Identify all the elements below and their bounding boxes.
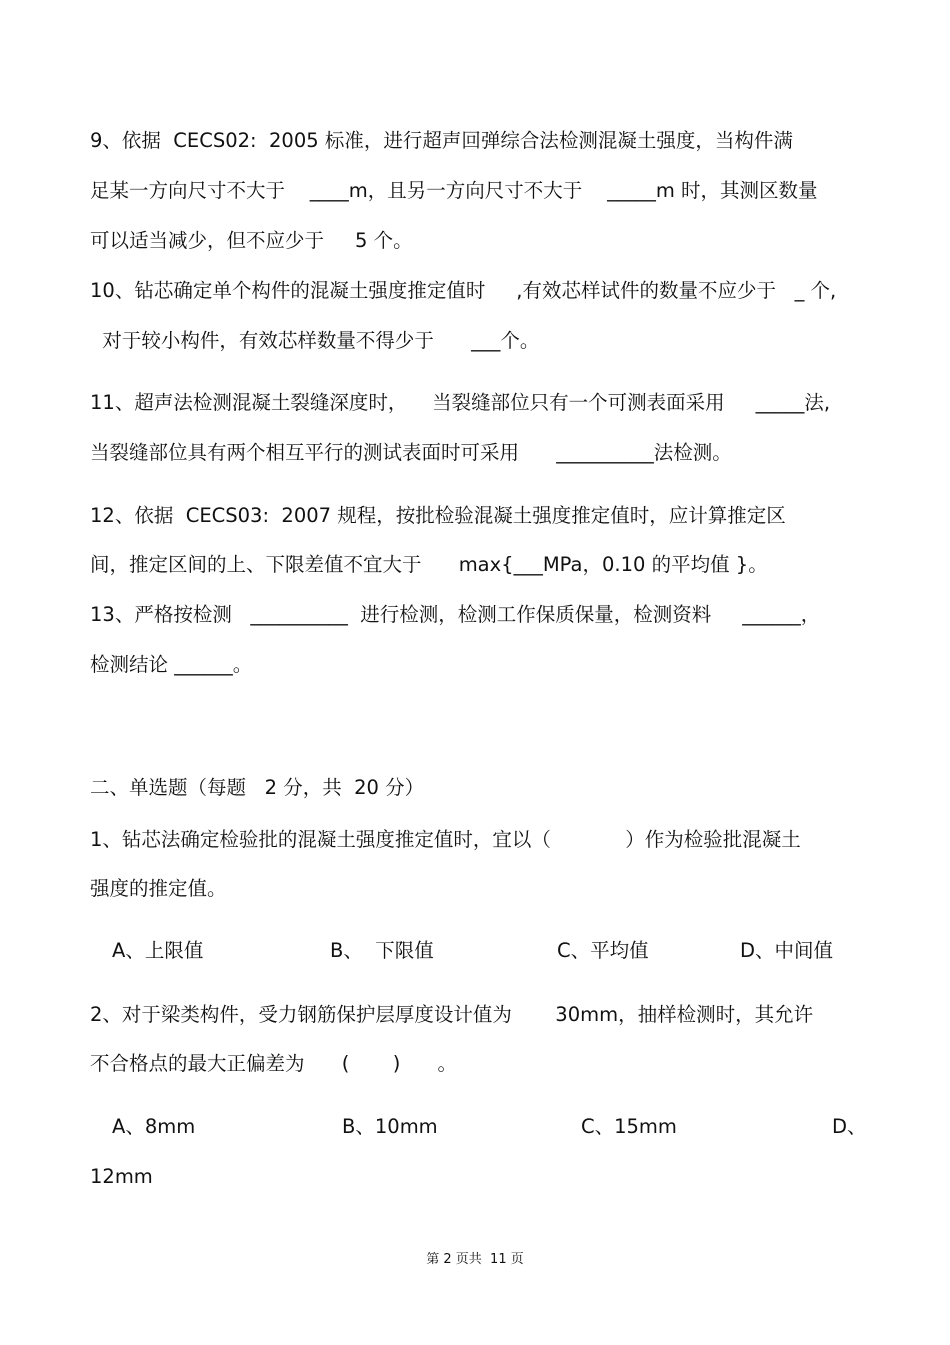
s2-q2-option-b: B、10mm xyxy=(342,1115,438,1138)
q9-line-3: 可以适当减少，但不应少于 5 个。 xyxy=(90,229,413,252)
s2-q2-option-a: A、8mm xyxy=(112,1115,196,1138)
s2-q2-option-d: D、 xyxy=(832,1115,867,1138)
q12-line-1: 12、依据 CECS03: 2007 规程，按批检验混凝土强度推定值时，应计算推定区 xyxy=(90,504,786,527)
s2-q1-option-c: C、平均值 xyxy=(557,939,649,962)
q11-line-2: 当裂缝部位具有两个相互平行的测试表面时可采用 __________法检测。 xyxy=(90,441,732,464)
q9-line-2: 足某一方向尺寸不大于 ____m，且另一方向尺寸不大于 _____m 时，其测区数量 xyxy=(90,179,818,202)
s2-q1-option-a: A、上限值 xyxy=(112,939,204,962)
s2-q2-line-1: 2、对于梁类构件，受力钢筋保护层厚度设计值为 30mm，抽样检测时，其允许 xyxy=(90,1003,814,1026)
page-footer: 第 2 页共 11 页 xyxy=(426,1252,524,1267)
s2-q1-line-1: 1、钻芯法确定检验批的混凝土强度推定值时，宜以（ ）作为检验批混凝土 xyxy=(90,828,801,851)
s2-q2-option-d-wrap: 12mm xyxy=(90,1165,153,1188)
q9-line-1: 9、依据 CECS02: 2005 标准，进行超声回弹综合法检测混凝土强度，当构件满 xyxy=(90,129,793,152)
s2-q1-line-2: 强度的推定值。 xyxy=(90,877,227,900)
q13-line-2: 检测结论 ______。 xyxy=(90,653,253,676)
q12-line-2: 间，推定区间的上、下限差值不宜大于 max{___MPa，0.10 的平均值 }。 xyxy=(90,553,768,576)
section-2-heading: 二、单选题（每题 2 分，共 20 分） xyxy=(90,776,425,799)
q11-line-1: 11、超声法检测混凝土裂缝深度时， 当裂缝部位只有一个可测表面采用 _____法, xyxy=(90,391,831,414)
s2-q2-option-c: C、15mm xyxy=(581,1115,677,1138)
q13-line-1: 13、严格按检测 __________ 进行检测，检测工作保质保量，检测资料 ______， xyxy=(90,603,821,626)
s2-q2-line-2: 不合格点的最大正偏差为 ( ) 。 xyxy=(90,1052,457,1075)
q10-line-1: 10、钻芯确定单个构件的混凝土强度推定值时 ,有效芯样试件的数量不应少于 _ 个, xyxy=(90,279,837,302)
s2-q1-option-d: D、中间值 xyxy=(740,939,834,962)
q10-line-2: 对于较小构件，有效芯样数量不得少于 ___个。 xyxy=(90,329,540,352)
s2-q1-option-b: B、 下限值 xyxy=(330,939,434,962)
